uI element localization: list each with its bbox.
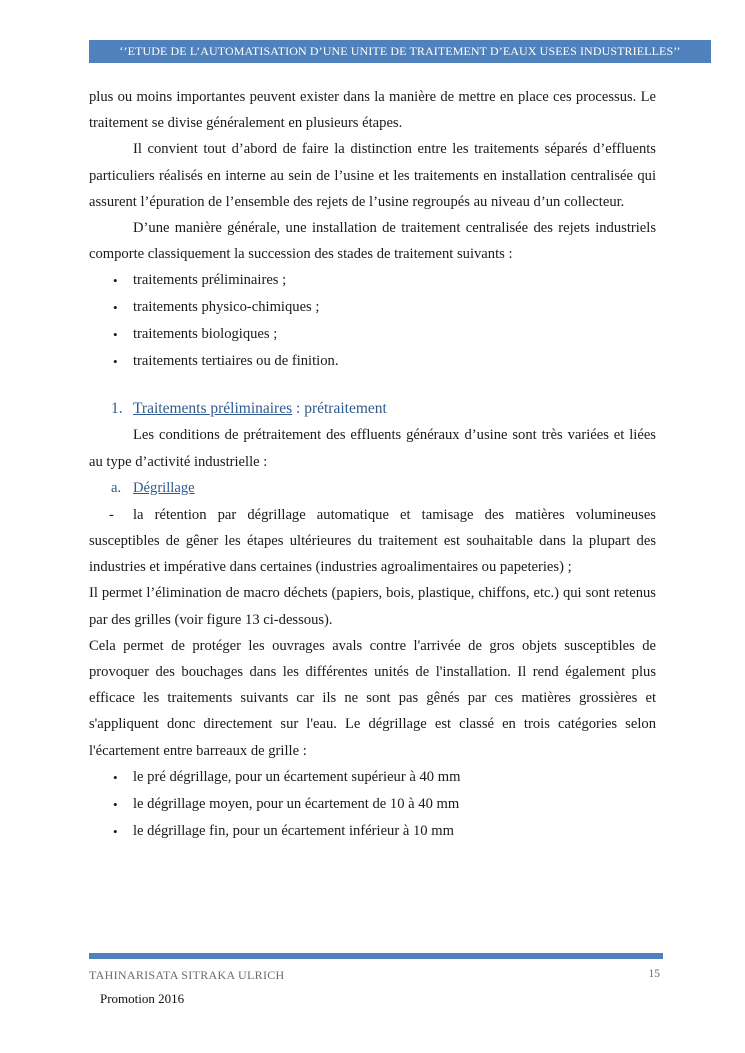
bullet-icon: • <box>113 354 118 370</box>
paragraph-retention: - la rétention par dégrillage automatique et tamisage des matières volumineuses susceptibles de gêner les étapes ultérieures du traitement est souhaitable dans la plupart des industries et impérative dans certaines (industries agroalimentaires ou papeteries) ; <box>89 502 656 581</box>
list-item: • le dégrillage fin, pour un écartement inférieur à 10 mm <box>89 818 656 845</box>
section-title-rest: : prétraitement <box>292 400 387 418</box>
paragraph-elimination: Il permet l’élimination de macro déchets (papiers, bois, plastique, chiffons, etc.) qui sont retenus par des grilles (voir figure 13 ci-dessous). <box>89 585 656 628</box>
bullet-icon: • <box>113 823 118 839</box>
footer-author: TAHINARISATA SITRAKA ULRICH <box>89 968 285 982</box>
subsection-letter: a. <box>111 479 122 496</box>
bullet-icon: • <box>113 769 118 785</box>
section-title-underlined: Traitements préliminaires <box>133 400 293 418</box>
section-number: 1. <box>111 400 123 418</box>
bullet-icon: • <box>113 273 118 289</box>
subsection-title: Dégrillage <box>133 479 195 496</box>
grid-categories-list <box>89 764 656 845</box>
list-item: • le pré dégrillage, pour un écartement supérieur à 40 mm <box>89 764 656 791</box>
dash-marker: - <box>109 506 114 523</box>
paragraph-distinction: Il convient tout d’abord de faire la distinction entre les traitements séparés d’effluents particuliers réalisés en interne au sein de l’usine et les traitements en installation centralisée qui assurent l’épuration de l’ensemble des rejets de l’usine regroupés au niveau d’un collecteur. <box>89 141 656 210</box>
list-item: • traitements tertiaires ou de finition. <box>89 348 656 375</box>
footer-promotion: Promotion 2016 <box>100 991 185 1006</box>
paragraph-installation: D’une manière générale, une installation de traitement centralisée des rejets industriels comporte classiquement la succession des stades de traitement suivants : <box>89 220 656 263</box>
footer-divider <box>89 953 663 959</box>
bullet-icon: • <box>113 327 118 343</box>
list-item: • le dégrillage moyen, pour un écartement de 10 à 40 mm <box>89 791 656 818</box>
paragraph-protection: Cela permet de protéger les ouvrages avals contre l'arrivée de gros objets susceptibles de provoquer des bouchages dans les différentes unités de l'installation. Il rend également plus efficace les traitements suivants car ils ne sont pas gênés par ces matières grossières et s'appliquent donc directement sur l'eau. Le dégrillage est classé en trois catégories selon l'écartement entre barreaux de grille : <box>89 637 656 759</box>
list-item: • traitements physico-chimiques ; <box>89 294 656 321</box>
list-item: • traitements préliminaires ; <box>89 267 656 294</box>
page-content <box>89 84 656 845</box>
section-heading <box>89 395 656 422</box>
list-item: • traitements biologiques ; <box>89 321 656 348</box>
page-number: 15 <box>648 968 660 980</box>
treatment-stages-list <box>89 267 656 375</box>
paragraph-continuation: plus ou moins importantes peuvent exister dans la manière de mettre en place ces processus. Le traitement se divise généralement en plusieurs étapes. <box>89 89 656 132</box>
running-header-title: ‘’ETUDE DE L’AUTOMATISATION D’UNE UNITE DE TRAITEMENT D’EAUX USEES INDUSTRIELLES’’ <box>119 44 681 58</box>
bullet-icon: • <box>113 300 118 316</box>
bullet-icon: • <box>113 796 118 812</box>
running-header <box>89 40 711 63</box>
subsection-heading <box>89 475 656 502</box>
paragraph-pretreatment: Les conditions de prétraitement des effluents généraux d’usine sont très variées et liées au type d’activité industrielle : <box>89 427 656 470</box>
